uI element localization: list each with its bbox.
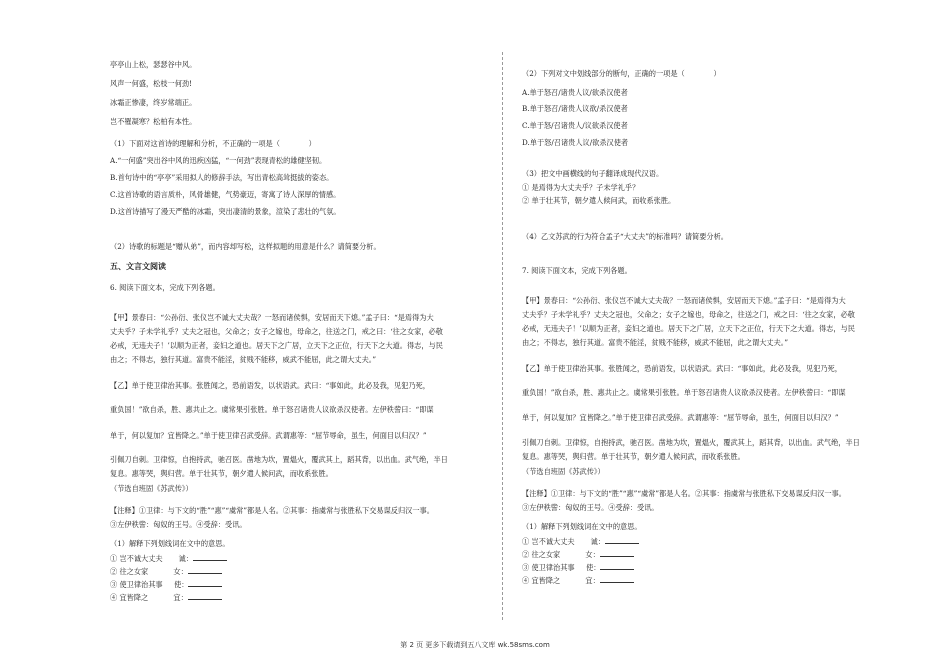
passage-jia-line: 【甲】景春曰：“公孙衍、张仪岂不诚大丈夫哉？一怒而诸侯惧，安居而天下熄。”孟子曰：“是焉得为大 [522, 296, 846, 305]
source: （节选自班固《苏武传》） [522, 467, 605, 476]
passage-yi-line: 【乙】单于使卫律治其事。张胜闻之，恐前语发，以状语武。武曰：“事如此，此必及我，见犯乃死， [110, 381, 430, 390]
answer-blank[interactable] [600, 562, 634, 570]
passage-yi-line: 引佩刀自刺。卫律惊，自抱持武，驰召医。凿地为坎，置煴火，覆武其上，蹈其背，以出血。武气绝，半日 [522, 438, 860, 447]
answer-blank[interactable] [600, 549, 634, 557]
question-2: （2）下列对文中划线部分的断句，正确的一项是（ ） [522, 69, 721, 78]
option-d: D.这首诗描写了漫天严酷的冰霜，突出凄清的景象，渲染了悲壮的气氛。 [110, 207, 341, 216]
vocab-item: ① 岂不诚大丈夫 诚： [110, 553, 227, 563]
vocab-item: ③ 使卫律治其事 使： [522, 562, 634, 572]
vocab-item: ② 往之女家 女： [110, 566, 222, 576]
vocab-item: ④ 宜皆降之 宜： [522, 575, 634, 585]
source: （节选自班固《苏武传》） [110, 484, 193, 493]
option-b: B.单于怒召/诸贵人议欲/杀汉使者 [522, 104, 628, 113]
question-4: （4）乙文苏武的行为符合孟子“大丈夫”的标准吗？请简要分析。 [522, 232, 728, 241]
option-a: A.“一何盛”突出谷中风的迅疾凶猛，“一何劲”表现青松的雄健坚韧。 [110, 156, 327, 165]
note-line: 【注释】①卫律：与下文的“胜”“惠”“虞常”都是人名。②其事：指虞常与张胜私下交易谋反归汉一事。 [522, 489, 846, 498]
poem-line: 亭亭山上松，瑟瑟谷中风。 [110, 60, 197, 69]
note-line: ③左伊秩訾：匈奴的王号。④受辞：受讯。 [522, 503, 659, 512]
answer-blank[interactable] [188, 566, 222, 574]
translation-item: ② 单于壮其节，朝夕遣人候问武，而收系张胜。 [522, 196, 676, 205]
passage-jia-line: 必戒，无违夫子！’以顺为正者，妾妇之道也。居天下之广居，立天下之正位，行天下之大道。得志，与民 [522, 324, 855, 333]
note-line: ③左伊秩訾：匈奴的王号。④受辞：受讯。 [110, 520, 247, 529]
answer-blank[interactable] [188, 579, 222, 587]
passage-jia-line: 【甲】景春曰：“公孙衍、张仪岂不诚大丈夫哉？一怒而诸侯惧，安居而天下熄。”孟子曰：“是焉得为大 [110, 313, 434, 322]
option-c: C.单于怒/召诸贵人/议欲杀汉使者 [522, 121, 628, 130]
passage-yi-line: 重负国！”欲自杀，胜、惠共止之。虞常果引张胜。单于怒召诸贵人议欲杀汉使者。左伊秩訾曰：“即谋 [522, 388, 846, 397]
passage-yi-line: 单于，何以复加？宜皆降之。”单于使卫律召武受辞。武谓惠等：“屈节辱命，虽生，何面目以归汉？” [110, 431, 427, 440]
answer-blank[interactable] [605, 536, 639, 544]
note-line: 【注释】①卫律：与下文的“胜”“惠”“虞常”都是人名。②其事：指虞常与张胜私下交易谋反归汉一事。 [110, 506, 434, 515]
option-a: A.单于怒召/诸贵人议/欲杀汉使者 [522, 88, 628, 97]
option-b: B.首句诗中的“亭亭”采用拟人的修辞手法，写出青松高耸挺拔的姿态。 [110, 173, 334, 182]
answer-blank[interactable] [193, 553, 227, 561]
passage-yi-line: 复息。惠等哭，舆归营。单于壮其节，朝夕遣人候问武，而收系张胜。 [110, 469, 333, 478]
question-7: 7. 阅读下面文本，完成下列各题。 [522, 266, 632, 275]
passage-yi-line: 单于，何以复加？宜皆降之。”单于使卫律召武受辞。武谓惠等：“屈节辱命，虽生，何面目以归汉？” [522, 413, 839, 422]
question-7-1: （1）解释下列划线词在文中的意思。 [522, 522, 642, 531]
question-3: （3）把文中画横线的句子翻译成现代汉语。 [522, 169, 664, 178]
passage-jia-line: 必戒，无违夫子！’以顺为正者，妾妇之道也。居天下之广居，立天下之正位，行天下之大道。得志，与民 [110, 341, 443, 350]
vocab-item: ③ 使卫律治其事 使： [110, 579, 222, 589]
vocab-item: ① 岂不诚大丈夫 诚： [522, 536, 639, 546]
page-footer: 第 2 页 更多下载请到五八文库 wk.58sms.com [400, 641, 550, 649]
passage-yi-line: 【乙】单于使卫律治其事。张胜闻之，恐前语发，以状语武。武曰：“事如此，此必及我，见犯乃死， [522, 364, 842, 373]
poem-line: 风声一何盛，松枝一何劲! [110, 79, 192, 88]
option-d: D.单于怒/召诸贵人议/欲杀汉使者 [522, 138, 629, 147]
passage-jia-line: 丈夫乎？子未学礼乎？丈夫之冠也，父命之；女子之嫁也，母命之，往送之门，戒之曰：‘往之女家，必敬 [110, 327, 443, 336]
section-heading: 五、文言文阅读 [110, 262, 166, 271]
question-6: 6. 阅读下面文本，完成下列各题。 [110, 283, 220, 292]
passage-jia-line: 由之；不得志，独行其道。富贵不能淫，贫贱不能移，威武不能屈，此之谓大丈夫。” [110, 355, 377, 364]
question-6-1: （1）解释下列划线词在文中的意思。 [110, 539, 230, 548]
passage-yi-line: 引佩刀自刺。卫律惊，自抱持武，驰召医。凿地为坎，置煴火，覆武其上，蹈其背，以出血。武气绝，半日 [110, 455, 448, 464]
poem-line: 冰霜正惨凄，终岁常端正。 [110, 98, 197, 107]
vocab-item: ④ 宜皆降之 宜： [110, 592, 222, 602]
vocab-item: ② 往之女家 女： [522, 549, 634, 559]
passage-jia-line: 丈夫乎？子未学礼乎？丈夫之冠也，父命之；女子之嫁也，母命之，往送之门，戒之曰：‘往之女家，必敬 [522, 310, 855, 319]
column-divider [502, 52, 503, 620]
question-1: （1）下面对这首诗的理解和分析，不正确的一项是（ ） [110, 139, 316, 148]
passage-yi-line: 重负国！”欲自杀，胜、惠共止之。虞常果引张胜。单于怒召诸贵人议欲杀汉使者。左伊秩訾曰：“即谋 [110, 405, 434, 414]
answer-blank[interactable] [600, 575, 634, 583]
passage-yi-line: 复息。惠等哭，舆归营。单于壮其节，朝夕遣人候问武，而收系张胜。 [522, 452, 745, 461]
question-2: （2）诗歌的标题是“赠从弟”，而内容却写松，这样拟题的用意是什么？请简要分析。 [110, 242, 381, 251]
poem-line: 岂不罹凝寒？松柏有本性。 [110, 117, 197, 126]
option-c: C.这首诗歌的语言质朴，风骨雄健，气势豪迈，寄寓了诗人深厚的情感。 [110, 190, 341, 199]
answer-blank[interactable] [188, 592, 222, 600]
passage-jia-line: 由之；不得志，独行其道。富贵不能淫，贫贱不能移，威武不能屈，此之谓大丈夫。” [522, 338, 789, 347]
translation-item: ① 是焉得为大丈夫乎？子未学礼乎？ [522, 183, 640, 192]
